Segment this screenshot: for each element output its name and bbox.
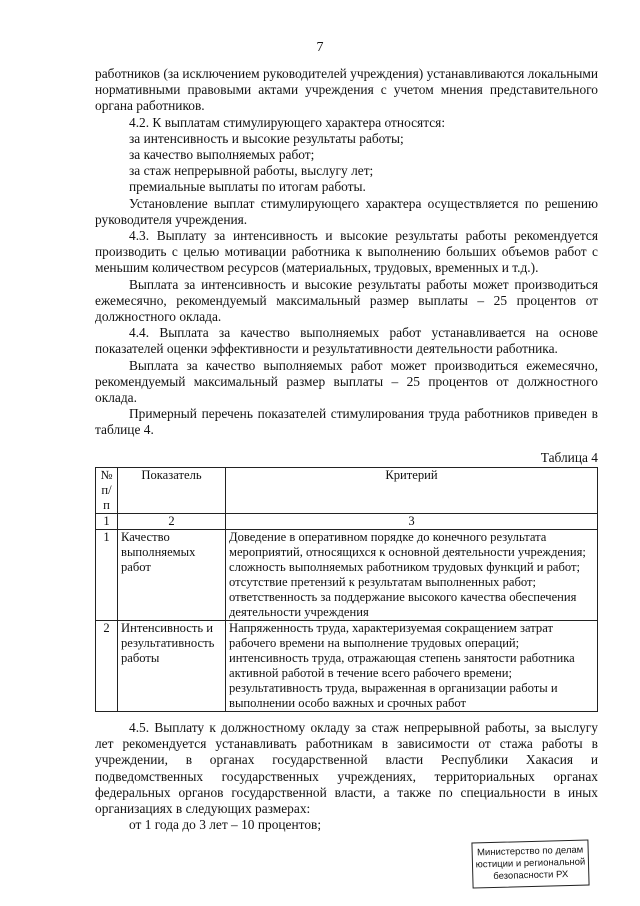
colnum-2: 2 [118, 514, 226, 530]
table-4 [95, 467, 598, 712]
table-caption: Таблица 4 [540, 450, 598, 465]
paragraph-establishment: Установление выплат стимулирующего характера осуществляется по решению руководителя учреждения. [95, 195, 598, 227]
list-item-quality: за качество выполняемых работ; [129, 147, 315, 163]
body-text-top [95, 66, 598, 439]
paragraph-4-4: 4.4. Выплата за качество выполняемых работ устанавливается на основе показателей оценки эффективности и результативности деятельности работника. [95, 325, 598, 357]
paragraph-4-3: 4.3. Выплату за интенсивность и высокие результаты работы рекомендуется производить с целью мотивации работника к выполнению больших объемов работ с меньшим количеством ресурсов (материальных, трудовых, временных и т.д.). [95, 228, 598, 276]
table-colnum-row [96, 514, 598, 530]
table-row [96, 621, 598, 712]
list-item-1-3-years: от 1 года до 3 лет – 10 процентов; [129, 817, 322, 833]
list-item-bonus: премиальные выплаты по итогам работы. [129, 179, 366, 195]
table-row [96, 530, 598, 621]
row-num: 1 [96, 530, 118, 621]
row-indicator: Интенсивность и результативность работы [118, 621, 226, 712]
row-num: 2 [96, 621, 118, 712]
row-criteria [226, 621, 598, 712]
page-number: 7 [316, 40, 324, 55]
stamp-line: юстиции и региональной [475, 856, 586, 871]
header-indicator: Показатель [118, 468, 226, 514]
criteria-line: интенсивность труда, отражающая степень занятости работника активной работой в течение всего рабочего времени; [229, 651, 575, 680]
paragraph-4-2: 4.2. К выплатам стимулирующего характера относятся: [129, 114, 446, 130]
criteria-line: Доведение в оперативном порядке до конечного результата мероприятий, относящихся к основной деятельности учреждения; [229, 530, 586, 559]
criteria-line: ответственность за поддержание высокого качества обеспечения деятельности учреждения [229, 590, 577, 619]
criteria-line: результативность труда, выраженная в организации работы и выполнении особо важных и срочных работ [229, 681, 558, 710]
colnum-1: 1 [96, 514, 118, 530]
paragraph-quality-payment: Выплата за качество выполняемых работ может производиться ежемесячно, рекомендуемый максимальный размер выплаты – 25 процентов от должностного оклада. [95, 357, 598, 406]
body-text-bottom [95, 720, 598, 833]
header-num: № п/п [96, 468, 118, 514]
paragraph-intensity-payment: Выплата за интенсивность и высокие результаты работы может производиться ежемесячно, рекомендуемый максимальный размер выплаты – 25 процентов от должностного оклада. [95, 276, 598, 325]
stamp-line: Министерство по делам [476, 844, 584, 859]
criteria-line: Напряженность труда, характеризуемая сокращением затрат рабочего времени на выполнение трудовых операций; [229, 621, 553, 650]
criteria-line: отсутствие претензий к результатам выполненных работ; [229, 575, 537, 589]
ministry-stamp [471, 839, 589, 888]
colnum-3: 3 [226, 514, 598, 530]
paragraph-continuation: работников (за исключением руководителей учреждения) устанавливаются локальными нормативными правовыми актами учреждения с учетом мнения представительного органа работников. [95, 66, 598, 114]
header-criteria: Критерий [226, 468, 598, 514]
row-indicator: Качество выполняемых работ [118, 530, 226, 621]
list-item-intensity: за интенсивность и высокие результаты работы; [129, 130, 404, 146]
paragraph-indicators-list: Примерный перечень показателей стимулирования труда работников приведен в таблице 4. [95, 406, 598, 438]
row-criteria [226, 530, 598, 621]
paragraph-4-5: 4.5. Выплату к должностному окладу за стаж непрерывной работы, за выслугу лет рекомендуется устанавливать работникам в зависимости от стажа работы в учреждении, в органах государственной власти Республики Хакасия и подведомственных государственных учреждениях, территориальных органах федеральных органов государственной власти, а также по специальности в иных организациях в следующих размерах: [95, 720, 598, 817]
list-item-seniority: за стаж непрерывной работы, выслугу лет; [129, 163, 374, 179]
stamp-line: безопасности РХ [493, 869, 569, 882]
table-header-row [96, 468, 598, 514]
criteria-line: сложность выполняемых работником трудовых функций и работ; [229, 560, 581, 574]
